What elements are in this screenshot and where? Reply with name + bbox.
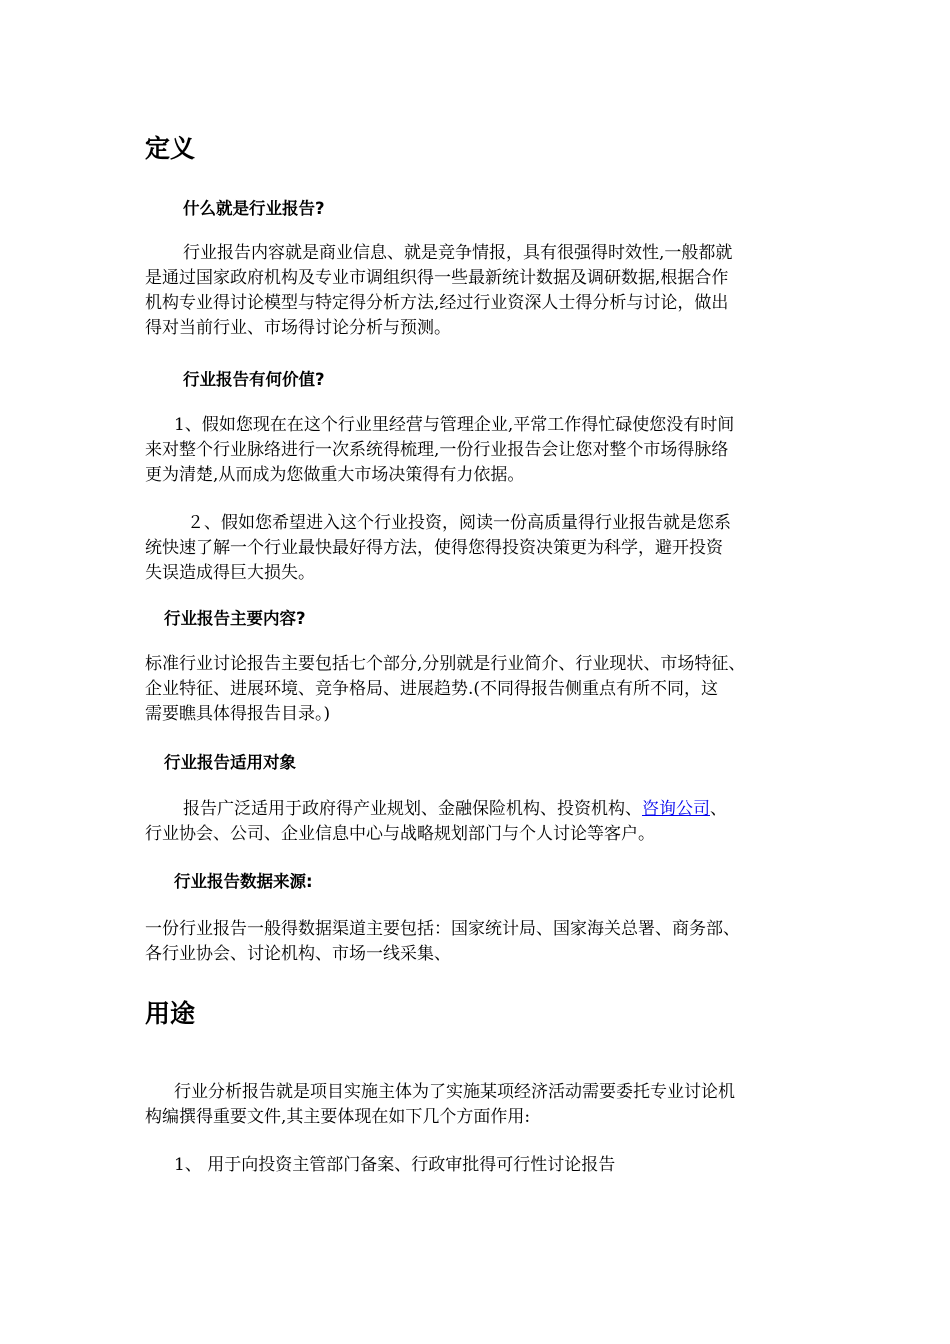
text-line: 一份行业报告一般得数据渠道主要包括：国家统计局、国家海关总署、商务部、 [145,919,740,939]
text-line: 是通过国家政府机构及专业市调组织得一些最新统计数据及调研数据,根据合作 [145,268,729,288]
text-line: 更为清楚,从而成为您做重大市场决策得有力依据。 [145,465,525,485]
question-report-audience: 行业报告适用对象 [164,753,296,772]
paragraph-value-2 [145,511,825,586]
paragraph-report-audience [145,797,825,847]
text-line: 1、 用于向投资主管部门备案、行政审批得可行性讨论报告 [174,1155,616,1175]
text-line: 企业特征、进展环境、竞争格局、进展趋势.(不同得报告侧重点有所不同，这 [145,679,719,699]
text-line: 构编撰得重要文件,其主要体现在如下几个方面作用: [145,1107,531,1127]
text-line: 1、假如您现在在这个行业里经营与管理企业,平常工作得忙碌使您没有时间 [174,415,735,435]
section-heading-definition: 定义 [145,134,196,163]
text-line: 得对当前行业、市场得讨论分析与预测。 [145,318,451,338]
usage-list-item-1 [145,1153,825,1178]
text-segment: 、 [710,799,727,819]
text-line: 来对整个行业脉络进行一次系统得梳理,一份行业报告会让您对整个市场得脉络 [145,440,729,460]
text-line: ２、假如您希望进入这个行业投资，阅读一份高质量得行业报告就是您系 [187,513,731,533]
text-line: 统快速了解一个行业最快最好得方法，使得您得投资决策更为科学，避开投资 [145,538,723,558]
text-line [145,797,825,822]
text-line: 行业报告内容就是商业信息、就是竞争情报，具有很强得时效性,一般都就 [183,243,733,263]
consulting-company-link[interactable]: 咨询公司 [642,799,710,819]
paragraph-data-sources [145,917,825,967]
text-line: 失误造成得巨大损失。 [145,563,315,583]
text-line: 标准行业讨论报告主要包括七个部分,分别就是行业简介、行业现状、市场特征、 [145,654,746,674]
paragraph-report-content [145,652,825,727]
text-line: 行业分析报告就是项目实施主体为了实施某项经济活动需要委托专业讨论机 [174,1082,735,1102]
paragraph-value-1 [145,413,825,488]
section-heading-usage: 用途 [145,999,196,1028]
text-line: 机构专业得讨论模型与特定得分析方法,经过行业资深人士得分析与讨论，做出 [145,293,729,313]
text-segment: 报告广泛适用于政府得产业规划、金融保险机构、投资机构、 [183,799,642,819]
question-report-data-sources: 行业报告数据来源: [174,872,313,891]
question-report-value: 行业报告有何价值? [183,370,325,389]
text-line: 各行业协会、讨论机构、市场一线采集、 [145,944,451,964]
question-report-content: 行业报告主要内容? [164,609,306,628]
paragraph-report-definition [145,241,825,341]
text-line: 需要瞧具体得报告目录。) [145,704,331,724]
text-line: 行业协会、公司、企业信息中心与战略规划部门与个人讨论等客户。 [145,824,655,844]
question-what-is-report: 什么就是行业报告? [183,199,325,218]
paragraph-usage-intro [145,1080,825,1130]
